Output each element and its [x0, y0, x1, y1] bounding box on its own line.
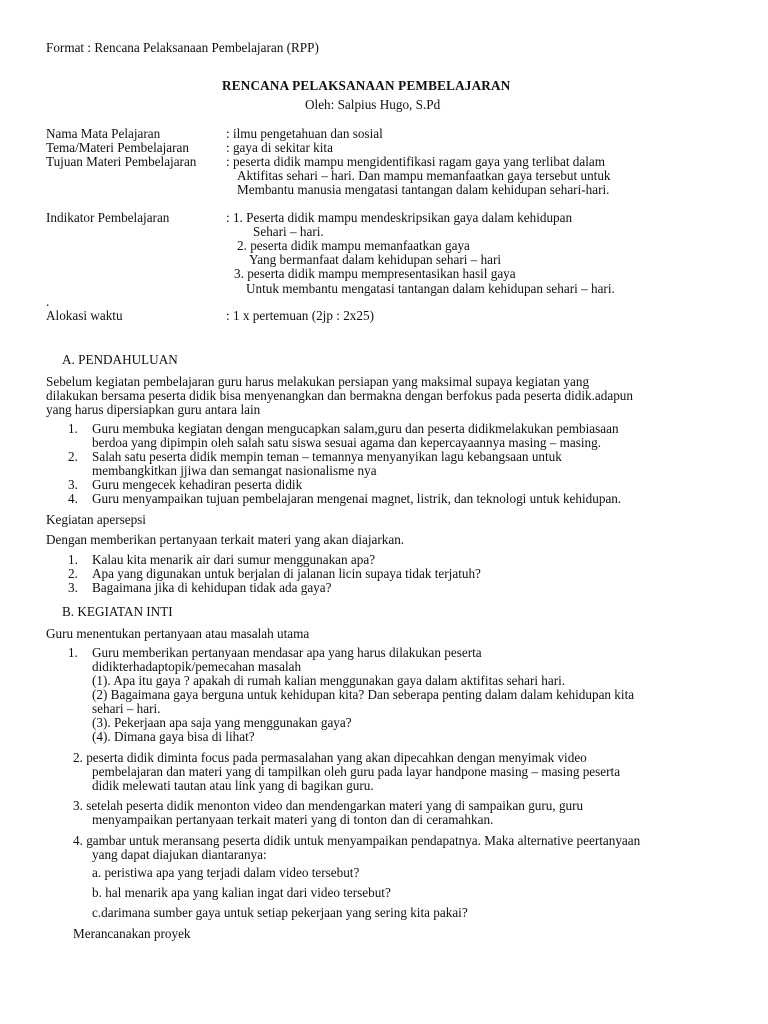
- indikator-line: : 1. Peserta didik mampu mendeskripsikan gaya dalam kehidupan: [226, 210, 573, 225]
- list-number: 2.: [68, 566, 78, 581]
- indikator-label: Indikator Pembelajaran: [46, 210, 170, 225]
- apersepsi-heading: Kegiatan apersepsi: [46, 512, 146, 527]
- tujuan-value-line: : peserta didik mampu mengidentifikasi ragam gaya yang terlibat dalam: [226, 154, 606, 169]
- list-item: yang dapat diajukan diantaranya:: [92, 847, 267, 862]
- section-a-intro: dilakukan bersama peserta didik bisa menyenangkan dan bermakna dengan berfokus pada peserta didik.adapun: [46, 388, 633, 403]
- closing-line: Merancanakan proyek: [73, 926, 191, 941]
- list-number: 3.: [68, 580, 78, 595]
- format-line: Format : Rencana Pelaksanaan Pembelajaran (RPP): [46, 40, 319, 55]
- section-b-intro: Guru menentukan pertanyaan atau masalah utama: [46, 626, 310, 641]
- section-a-heading: A. PENDAHULUAN: [62, 352, 178, 367]
- tujuan-label: Tujuan Materi Pembelajaran: [46, 154, 197, 169]
- tema-value: : gaya di sekitar kita: [226, 140, 333, 155]
- list-item: Guru memberikan pertanyaan mendasar apa yang harus dilakukan peserta: [92, 645, 482, 660]
- list-item: 2. peserta didik diminta focus pada permasalahan yang akan dipecahkan dengan menyimak video: [73, 750, 587, 765]
- list-item: Apa yang digunakan untuk berjalan di jalanan licin supaya tidak terjatuh?: [92, 566, 481, 581]
- list-item: c.darimana sumber gaya untuk setiap pekerjaan yang sering kita pakai?: [92, 905, 468, 920]
- mapel-label: Nama Mata Pelajaran: [46, 126, 161, 141]
- indikator-line: Untuk membantu mengatasi tantangan dalam kehidupan sehari – hari.: [246, 281, 615, 296]
- tujuan-value-line: Membantu manusia mengatasi tantangan dalam kehidupan sehari-hari.: [237, 182, 610, 197]
- list-item: Guru membuka kegiatan dengan mengucapkan salam,guru dan peserta didikmelakukan pembiasaan: [92, 421, 619, 436]
- list-item: Salah satu peserta didik mempin teman – temannya menyanyikan lagu kebangsaan untuk: [92, 449, 562, 464]
- list-number: 1.: [68, 645, 78, 660]
- list-item: didik melewati tautan atau link yang di bagikan guru.: [92, 778, 374, 793]
- list-item: Kalau kita menarik air dari sumur menggunakan apa?: [92, 552, 376, 567]
- indikator-line: Yang bermanfaat dalam kehidupan sehari – hari: [249, 252, 502, 267]
- list-item: Guru mengecek kehadiran peserta didik: [92, 477, 303, 492]
- list-item: (4). Dimana gaya bisa di lihat?: [92, 729, 255, 744]
- document-author: Oleh: Salpius Hugo, S.Pd: [305, 97, 441, 112]
- section-b-heading: B. KEGIATAN INTI: [62, 604, 173, 619]
- list-item: b. hal menarik apa yang kalian ingat dari video tersebut?: [92, 885, 391, 900]
- indikator-line: Sehari – hari.: [253, 224, 324, 239]
- list-number: 4.: [68, 491, 78, 506]
- list-item: membangkitkan jjiwa dan semangat nasionalisme nya: [92, 463, 377, 478]
- list-number: 3.: [68, 477, 78, 492]
- list-item: (2) Bagaimana gaya berguna untuk kehidupan kita? Dan seberapa penting dalam dalam kehidupan kita: [92, 687, 635, 702]
- mapel-value: : ilmu pengetahuan dan sosial: [226, 126, 383, 141]
- alokasi-label: Alokasi waktu: [46, 308, 123, 323]
- list-item: berdoa yang dipimpin oleh salah satu siswa sesuai agama dan kepercayaannya masing – masing.: [92, 435, 602, 450]
- list-item: didikterhadaptopik/pemecahan masalah: [92, 659, 302, 674]
- section-a-intro: yang harus dipersiapkan guru antara lain: [46, 402, 261, 417]
- list-item: a. peristiwa apa yang terjadi dalam video tersebut?: [92, 865, 360, 880]
- list-number: 2.: [68, 449, 78, 464]
- tujuan-value-line: Aktifitas sehari – hari. Dan mampu memanfaatkan gaya tersebut untuk: [237, 168, 611, 183]
- list-item: (3). Pekerjaan apa saja yang menggunakan gaya?: [92, 715, 352, 730]
- section-a-intro: Sebelum kegiatan pembelajaran guru harus melakukan persiapan yang maksimal supaya kegiatan yang: [46, 374, 590, 389]
- list-item: (1). Apa itu gaya ? apakah di rumah kalian menggunakan gaya dalam aktifitas sehari hari.: [92, 673, 566, 688]
- list-number: 1.: [68, 552, 78, 567]
- list-item: Guru menyampaikan tujuan pembelajaran mengenai magnet, listrik, dan teknologi untuk kehidupan.: [92, 491, 622, 506]
- tema-label: Tema/Materi Pembelajaran: [46, 140, 189, 155]
- list-item: pembelajaran dan materi yang di tampilkan oleh guru pada layar handpone masing – masing peserta: [92, 764, 621, 779]
- list-item: sehari – hari.: [92, 701, 161, 716]
- list-item: Bagaimana jika di kehidupan tidak ada gaya?: [92, 580, 332, 595]
- stray-dot: .: [46, 294, 50, 309]
- indikator-line: 3. peserta didik mampu mempresentasikan hasil gaya: [234, 266, 516, 281]
- list-item: menyampaikan pertanyaan terkait materi yang di tonton dan di ceramahkan.: [92, 812, 494, 827]
- list-number: 1.: [68, 421, 78, 436]
- list-item: 3. setelah peserta didik menonton video dan mendengarkan materi yang di sampaikan guru, guru: [73, 798, 584, 813]
- list-item: 4. gambar untuk meransang peserta didik untuk menyampaikan pendapatnya. Maka alternative peertanyaan: [73, 833, 641, 848]
- document-title: RENCANA PELAKSANAAN PEMBELAJARAN: [222, 78, 511, 93]
- apersepsi-intro: Dengan memberikan pertanyaan terkait materi yang akan diajarkan.: [46, 532, 405, 547]
- indikator-line: 2. peserta didik mampu memanfaatkan gaya: [237, 238, 470, 253]
- alokasi-value: : 1 x pertemuan (2jp : 2x25): [226, 308, 374, 323]
